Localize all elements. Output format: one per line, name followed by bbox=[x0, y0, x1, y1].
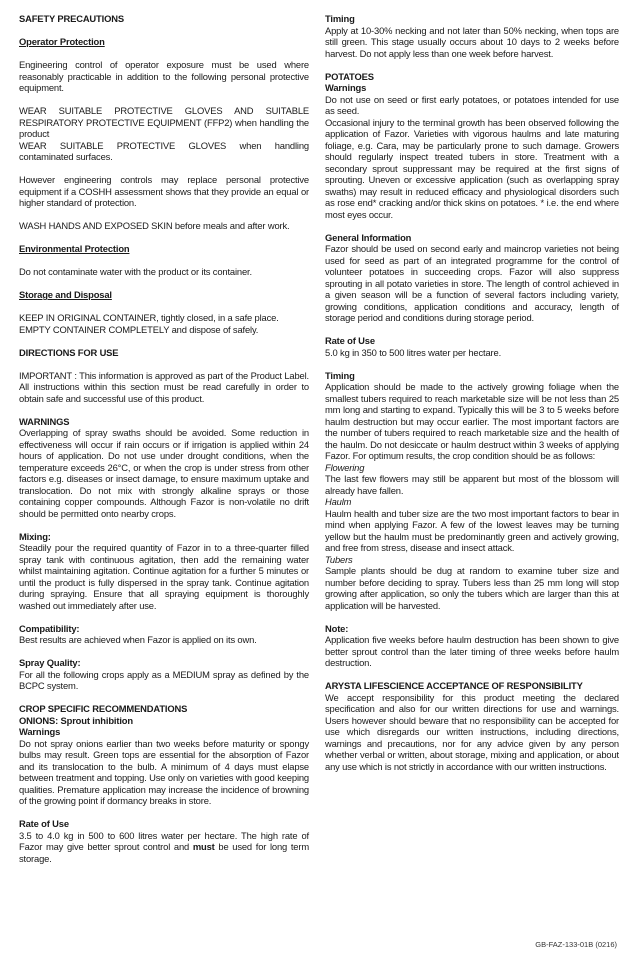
document-code: GB-FAZ-133-01B (0216) bbox=[535, 940, 617, 949]
compatibility-heading: Compatibility: bbox=[19, 622, 80, 634]
storage-heading: Storage and Disposal bbox=[19, 289, 112, 300]
potato-timing-paragraph: Application should be made to the actively growing foliage when the smallest tubers required to reach marketable size will be not less than 25 mm long and starting to expand. Typically this will be 3 to 5 weeks before haulm destruction but may occur earlier. The most important factors are the number of tubers required to reach marketable size and the health of the haulm. Do not desiccate or haulm destruct within 3 weeks of applying Fazor. For optimum results, the crop condition should be as follows: bbox=[325, 381, 619, 461]
storage-paragraph-b: EMPTY CONTAINER COMPLETELY and dispose of safely. bbox=[19, 323, 259, 335]
safety-heading: SAFETY PRECAUTIONS bbox=[19, 13, 124, 24]
rate-of-use-paragraph bbox=[19, 830, 309, 865]
directions-paragraph: IMPORTANT : This information is approved as part of the Product Label. All instructions within this section must be read carefully in order to obtain safe and successful use of this product. bbox=[19, 369, 309, 404]
note-heading: Note: bbox=[325, 622, 349, 634]
flowering-paragraph: The last few flowers may still be apparent but most of the blossom will already have fallen. bbox=[325, 473, 619, 496]
rate-text-a: 3.5 to 4.0 kg in 500 to 600 litres water per hectare. The high rate of Fazor may give better sprout control and bbox=[19, 829, 309, 852]
onion-timing-paragraph: Apply at 10-30% necking and not later than 50% necking, when tops are still green. This stage usually occurs about 10 days to 2 weeks before harvest. Do not apply less than one week before harvest. bbox=[325, 24, 619, 59]
general-information-paragraph: Fazor should be used on second early and maincrop varieties not being used for seed as part of an integrated programme for the control of volunteer potatoes in succeeding crops. Fazor will also suppress sprouting in all potato varieties in store. The length of control achieved in a given season will be a function of several factors including variety, growing conditions, application conditions and accuracy, length of storage period and conditions during storage period. bbox=[325, 243, 619, 323]
warnings-heading: WARNINGS bbox=[19, 415, 70, 427]
spray-quality-heading: Spray Quality: bbox=[19, 657, 81, 668]
onion-timing-heading: Timing bbox=[325, 13, 355, 24]
potato-rate-paragraph: 5.0 kg in 350 to 500 litres water per hectare. bbox=[325, 346, 502, 358]
rate-of-use-heading: Rate of Use bbox=[19, 818, 69, 829]
storage-paragraph-a: KEEP IN ORIGINAL CONTAINER, tightly closed, in a safe place. bbox=[19, 312, 279, 323]
haulm-subheading: Haulm bbox=[325, 496, 352, 507]
potato-timing-heading: Timing bbox=[325, 369, 355, 381]
operator-paragraph-2a: WEAR SUITABLE PROTECTIVE GLOVES AND SUITABLE RESPIRATORY PROTECTIVE EQUIPMENT (FFP2) when handling the product bbox=[19, 105, 309, 139]
potatoes-paragraph-1: Do not use on seed or first early potatoes, or potatoes intended for use as seed. bbox=[325, 93, 619, 116]
responsibility-paragraph: We accept responsibility for this product meeting the declared specification and also for our written directions for use and warnings. Users however should beware that no responsibility can be accepted for use which disregards our written instructions, including directions, warnings and precautions, nor for any advice given by any person whether verbal or written, about storage, mixing and application, or about any use which is not strictly in accordance with our written instructions. bbox=[325, 691, 619, 772]
potatoes-warnings-heading: Warnings bbox=[325, 82, 367, 93]
rate-text-must: must bbox=[192, 841, 215, 852]
operator-paragraph-2b: WEAR SUITABLE PROTECTIVE GLOVES when handling contaminated surfaces. bbox=[19, 139, 309, 162]
mixing-heading: Mixing: bbox=[19, 530, 51, 542]
mixing-paragraph: Steadily pour the required quantity of Fazor in to a three-quarter filled spray tank with continuous agitation, then add the remaining water whilst maintaining agitation. Continue agitation for a further 5 minutes or until the product is fully dispersed in the spray tank. Continue agitation during spraying. Ensure that all spraying equipment is thoroughly washed out immediately after use. bbox=[19, 542, 309, 611]
right-column bbox=[325, 13, 619, 772]
onions-paragraph: Do not spray onions earlier than two weeks before maturity or spongy bulbs may result. Green tops are essential for the absorption of Fazor and its translocation to the bulb. A minimum of 4 days must elapse between treatment and topping. Use only on varieties with good keeping qualities. Premature application may increase the incidence of browning of the growing point if dormancy breaks in store. bbox=[19, 737, 309, 806]
rate-text-c: be used for long term storage. bbox=[19, 841, 310, 864]
flowering-subheading: Flowering bbox=[325, 461, 365, 473]
onions-warnings-heading: Warnings bbox=[19, 726, 61, 737]
operator-paragraph-3: However engineering controls may replace personal protective equipment if a COSHH assessment shows that they provide an equal or higher standard of protection. bbox=[19, 174, 309, 208]
operator-paragraph-4: WASH HANDS AND EXPOSED SKIN before meals and after work. bbox=[19, 220, 290, 231]
operator-protection-heading: Operator Protection bbox=[19, 36, 105, 47]
haulm-paragraph: Haulm health and tuber size are the two most important factors to bear in mind when applying Fazor. A few of the lowest leaves may be turning yellow but the haulm must be predominantly green and actively growing, and free from stress, disease and insect attack. bbox=[325, 507, 619, 553]
warnings-paragraph: Overlapping of spray swaths should be avoided. Some reduction in effectiveness will occur if rain occurs or if irrigation is applied within 24 hours of application. Do not use under drought conditions, when the temperature exceeds 26°C, or when the crop is under stress from other factors e.g. diseases or insect damage, to ensure maximum uptake and translocation. Do not mix with strongly alkaline sprays or those containing copper compounds. Although Fazor is non-volatile no drift should be permitted onto nearby crops. bbox=[19, 427, 309, 519]
potato-rate-heading: Rate of Use bbox=[325, 335, 375, 346]
environmental-paragraph: Do not contaminate water with the product or its container. bbox=[19, 266, 252, 277]
operator-paragraph-1: Engineering control of operator exposure must be used where reasonably practicable in addition to the following personal protective equipment. bbox=[19, 59, 309, 93]
left-column bbox=[19, 13, 309, 864]
onions-heading: ONIONS: Sprout inhibition bbox=[19, 714, 133, 726]
environmental-heading: Environmental Protection bbox=[19, 243, 130, 254]
compatibility-paragraph: Best results are achieved when Fazor is applied on its own. bbox=[19, 634, 257, 645]
potatoes-heading: POTATOES bbox=[325, 70, 374, 82]
note-paragraph: Application five weeks before haulm destruction has been shown to give better sprout control than the later timing of three weeks before haulm destruction. bbox=[325, 634, 619, 668]
spray-quality-paragraph: For all the following crops apply as a MEDIUM spray as defined by the BCPC system. bbox=[19, 668, 309, 691]
crop-recommendations-heading: CROP SPECIFIC RECOMMENDATIONS bbox=[19, 703, 188, 714]
directions-heading: DIRECTIONS FOR USE bbox=[19, 346, 119, 358]
tubers-subheading: Tubers bbox=[325, 553, 353, 565]
tubers-paragraph: Sample plants should be dug at random to examine tuber size and number before deciding to spray. Tubers less than 25 mm long will stop growing after application, so only the tubers which are larger than this at application will be harvested. bbox=[325, 565, 619, 611]
general-information-heading: General Information bbox=[325, 231, 412, 243]
potatoes-paragraph-2: Occasional injury to the terminal growth has been observed following the application of Fazor. Varieties with vigorous haulms and late maturing foliage, e.g. Cara, may be particularly prone to such damage. Growers should regularly inspect treated tubers in store. Treatment with a secondary sprout suppressant may be required at the first signs of sprouting. Uneven or excessive application (such as overlapping spray swaths) may result in reduced efficacy and physiological disorders such as rose end* cracking and/or thick skins on potatoes. * i.e. the end where most eyes occur. bbox=[325, 116, 619, 220]
responsibility-heading: ARYSTA LIFESCIENCE ACCEPTANCE OF RESPONSIBILITY bbox=[325, 680, 583, 691]
